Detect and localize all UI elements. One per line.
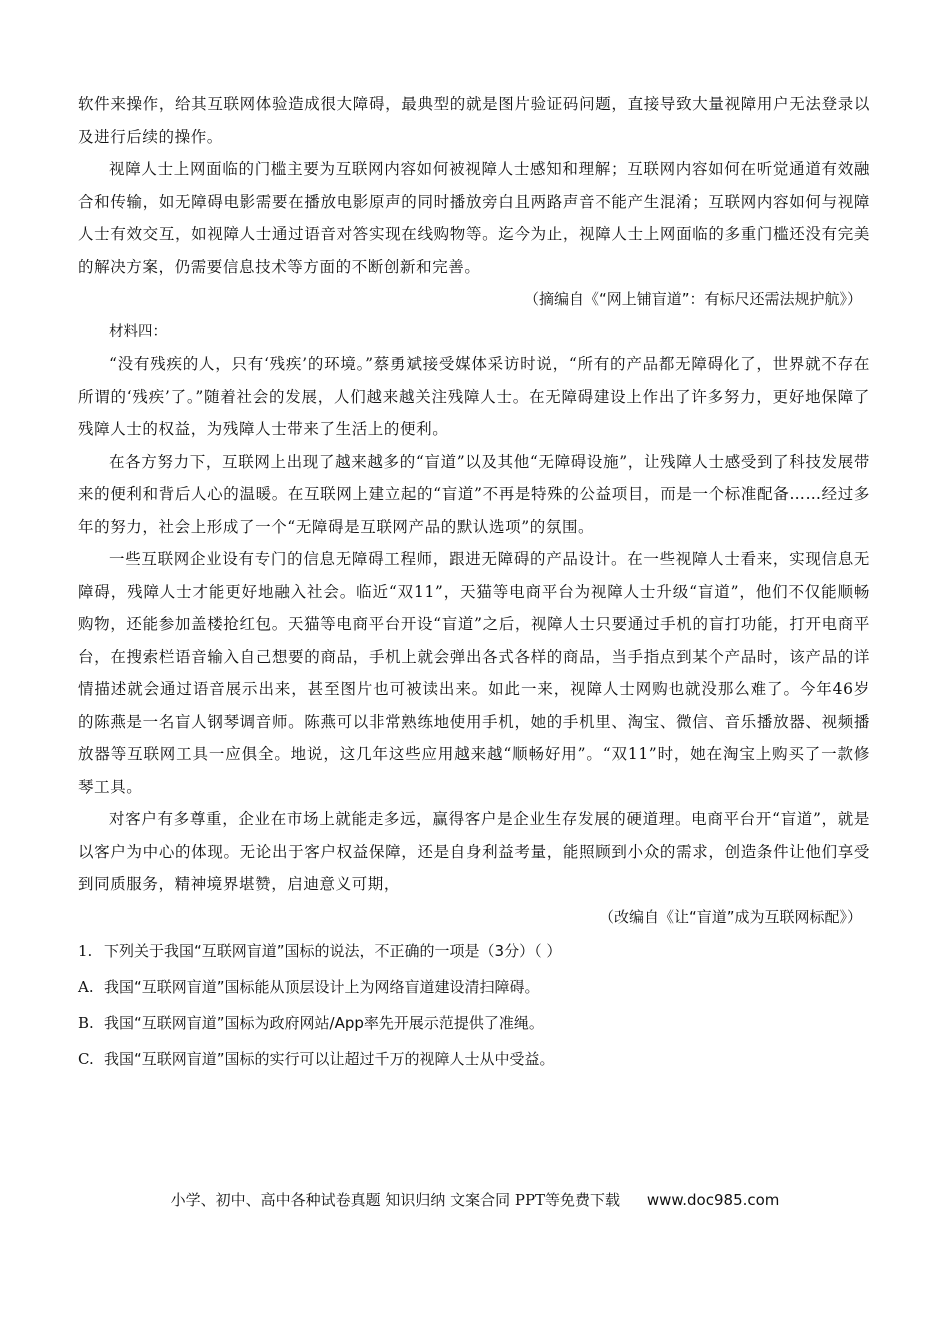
source-citation-3: （摘编自《“网上铺盲道”：有标尺还需法规护航》） [523, 290, 862, 308]
footer-text: 小学、初中、高中各种试卷真题 知识归纳 文案合同 PPT等免费下载 [170, 1191, 621, 1209]
document-body [78, 88, 870, 1077]
option-text: 我国“互联网盲道”国标能从顶层设计上为网络盲道建设清扫障碍。 [104, 978, 540, 996]
question-text: 下列关于我国“互联网盲道”国标的说法，不正确的一项是（3分）（ ） [104, 942, 562, 960]
paragraph-customers: 对客户有多尊重，企业在市场上就能走多远，赢得客户是企业生存发展的硬道理。电商平台开“盲道”，就是以客户为中心的体现。无论出于客户权益保障，还是自身利益考量，能照顾到小众的需求，创造条件让他们享受到同质服务，精神境界堪赞，启迪意义可期， [78, 810, 870, 893]
question-stem [78, 933, 870, 969]
option-a [78, 969, 870, 1005]
option-label: A. [78, 978, 94, 996]
footer-site-link[interactable]: www.doc985.com [646, 1191, 780, 1209]
paragraph-continuation: 软件来操作，给其互联网体验造成很大障碍，最典型的就是图片验证码问题，直接导致大量视障用户无法登录以及进行后续的操作。 [78, 95, 870, 146]
material-four-heading: 材料四： [109, 323, 167, 340]
paragraph-engineers: 一些互联网企业设有专门的信息无障碍工程师，跟进无障碍的产品设计。在一些视障人士看来，实现信息无障碍，残障人士才能更好地融入社会。临近“双11”，天猫等电商平台为视障人士升级“盲道”，他们不仅能顺畅购物，还能参加盖楼抢红包。天猫等电商平台开设“盲道”之后，视障人士只要通过手机的盲打功能，打开电商平台，在搜索栏语音输入自己想要的商品，手机上就会弹出各式各样的商品，当手指点到某个产品时，该产品的详情描述就会通过语音展示出来，甚至图片也可被读出来。如此一来，视障人士网购也就没那么难了。今年46岁的陈燕是一名盲人钢琴调音师。陈燕可以非常熟练地使用手机，她的手机里、淘宝、微信、音乐播放器、视频播放器等互联网工具一应俱全。地说，这几年这些应用越来越“顺畅好用”。“双11”时，她在淘宝上购买了一款修琴工具。 [78, 550, 870, 796]
paragraph-barriers: 视障人士上网面临的门槛主要为互联网内容如何被视障人士感知和理解；互联网内容如何在听觉通道有效融合和传输，如无障碍电影需要在播放电影原声的同时播放旁白且两路声音不能产生混淆；互联网内容如何与视障人士有效交互，如视障人士通过语音对答实现在线购物等。迄今为止，视障人士上网面临的多重门槛还没有完美的解决方案，仍需要信息技术等方面的不断创新和完善。 [78, 160, 870, 276]
option-label: C. [78, 1050, 94, 1068]
page-footer [0, 1188, 950, 1212]
paragraph-no-disability: “没有残疾的人，只有‘残疾’的环境。”蔡勇斌接受媒体采访时说，“所有的产品都无障碍化了，世界就不存在所谓的‘残疾’了。”随着社会的发展，人们越来越关注残障人士。在无障碍建设上作出了许多努力，更好地保障了残障人士的权益，为残障人士带来了生活上的便利。 [78, 355, 870, 438]
option-text: 我国“互联网盲道”国标的实行可以让超过千万的视障人士从中受益。 [104, 1050, 555, 1068]
option-label: B. [78, 1014, 94, 1032]
paragraph-efforts: 在各方努力下，互联网上出现了越来越多的“盲道”以及其他“无障碍设施”，让残障人士感受到了科技发展带来的便利和背后人心的温暖。在互联网上建立起的“盲道”不再是特殊的公益项目，而是一个标准配备……经过多年的努力，社会上形成了一个“无障碍是互联网产品的默认选项”的氛围。 [78, 452, 870, 536]
option-c [78, 1041, 870, 1077]
option-text: 我国“互联网盲道”国标为政府网站/App率先开展示范提供了准绳。 [104, 1014, 544, 1032]
option-b [78, 1005, 870, 1041]
question-number: 1. [78, 942, 93, 960]
source-citation-4: （改编自《让“盲道”成为互联网标配》） [598, 907, 862, 926]
